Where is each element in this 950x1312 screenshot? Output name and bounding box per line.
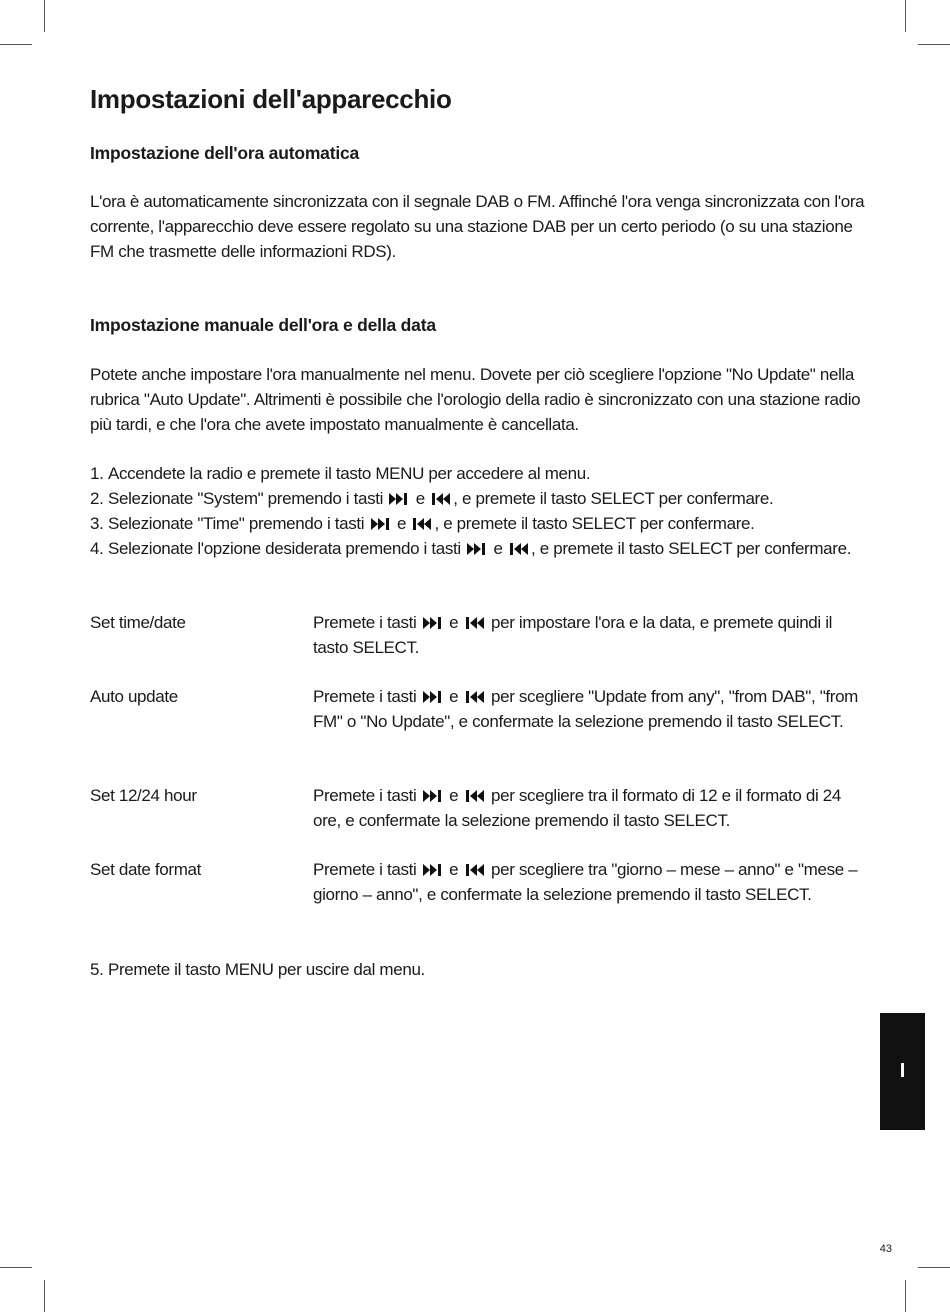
- setting-label-auto-update: Auto update: [90, 687, 178, 706]
- setting-label-set-date-format: Set date format: [90, 860, 201, 879]
- setting-label-set-12-24-hour: Set 12/24 hour: [90, 786, 197, 805]
- setting-text: Premete i tasti: [313, 860, 417, 879]
- auto-time-heading: Impostazione dell'ora automatica: [90, 143, 360, 163]
- step-number: 1.: [90, 464, 104, 483]
- skip-next-icon: [423, 616, 443, 630]
- setting-description: [313, 610, 863, 660]
- step-number: 3.: [90, 514, 104, 533]
- setting-text: per scegliere tra "giorno – mese – anno" e "mese – giorno – anno", e confermate la selezione premendo il tasto SELECT.: [313, 860, 858, 904]
- step-text: Accendete la radio e premete il tasto MENU per accedere al menu.: [108, 464, 591, 483]
- language-tab: [880, 1013, 925, 1130]
- setting-text: Premete i tasti: [313, 786, 417, 805]
- setting-text: Premete i tasti: [313, 613, 417, 632]
- step-and: e: [493, 539, 503, 558]
- step-5: [90, 957, 870, 982]
- skip-next-icon: [467, 542, 487, 556]
- step-1: [90, 461, 870, 486]
- setting-description: [313, 684, 863, 734]
- step-number: 4.: [90, 539, 104, 558]
- skip-previous-icon: [431, 492, 451, 506]
- step-text: , e premete il tasto SELECT per confermare.: [434, 514, 755, 533]
- setting-and: e: [449, 687, 459, 706]
- skip-previous-icon: [465, 863, 485, 877]
- skip-previous-icon: [465, 690, 485, 704]
- language-tab-label: I: [899, 1060, 906, 1082]
- step-number: 5.: [90, 960, 104, 979]
- step-number: 2.: [90, 489, 104, 508]
- crop-mark: [905, 0, 906, 32]
- skip-next-icon: [371, 517, 391, 531]
- crop-mark: [44, 1280, 45, 1312]
- setting-and: e: [449, 786, 459, 805]
- setting-text: Premete i tasti: [313, 687, 417, 706]
- skip-next-icon: [423, 863, 443, 877]
- step-3: [90, 511, 870, 536]
- crop-mark: [44, 0, 45, 32]
- step-text: , e premete il tasto SELECT per confermare.: [531, 539, 852, 558]
- skip-next-icon: [423, 690, 443, 704]
- skip-previous-icon: [412, 517, 432, 531]
- setting-and: e: [449, 860, 459, 879]
- skip-previous-icon: [465, 616, 485, 630]
- setting-text: per impostare l'ora e la data, e premete quindi il tasto SELECT.: [313, 613, 833, 657]
- skip-previous-icon: [509, 542, 529, 556]
- step-and: e: [396, 514, 407, 533]
- crop-mark: [0, 1267, 32, 1268]
- manual-time-heading: Impostazione manuale dell'ora e della data: [90, 315, 436, 335]
- setting-description: [313, 857, 863, 907]
- step-and: e: [415, 489, 425, 508]
- setting-description: [313, 783, 863, 833]
- setting-label-set-time-date: Set time/date: [90, 613, 186, 632]
- step-text: Selezionate "System" premendo i tasti: [108, 489, 384, 508]
- crop-mark: [0, 44, 32, 45]
- step-4: [90, 536, 870, 561]
- crop-mark: [918, 1267, 950, 1268]
- skip-previous-icon: [465, 789, 485, 803]
- page-title: Impostazioni dell'apparecchio: [90, 84, 452, 114]
- step-text: Selezionate l'opzione desiderata premendo i tasti: [108, 539, 461, 558]
- step-text: Selezionate "Time" premendo i tasti: [108, 514, 365, 533]
- setting-text: per scegliere "Update from any", "from DAB", "from FM" o "No Update", e confermate la selezione premendo il tasto SELECT.: [313, 687, 858, 731]
- step-2: [90, 486, 870, 511]
- manual-time-paragraph: Potete anche impostare l'ora manualmente nel menu. Dovete per ciò scegliere l'opzione "No Update" nella rubrica "Auto Update". Altrimenti è possibile che l'orologio della radio è sincronizzato con una stazione radio più tardi, e che l'ora che avete impostato manualmente è cancellata.: [90, 365, 861, 434]
- page-number: 43: [879, 1243, 892, 1255]
- setting-and: e: [449, 613, 459, 632]
- step-text: Premete il tasto MENU per uscire dal menu.: [108, 960, 425, 979]
- setting-text: per scegliere tra il formato di 12 e il formato di 24 ore, e confermate la selezione premendo il tasto SELECT.: [313, 786, 841, 830]
- skip-next-icon: [423, 789, 443, 803]
- step-text: , e premete il tasto SELECT per confermare.: [453, 489, 774, 508]
- auto-time-paragraph: L'ora è automaticamente sincronizzata con il segnale DAB o FM. Affinché l'ora venga sincronizzata con l'ora corrente, l'apparecchio deve essere regolato su una stazione DAB per un certo periodo (o su una stazione FM che trasmette delle informazioni RDS).: [90, 192, 865, 261]
- crop-mark: [905, 1280, 906, 1312]
- skip-next-icon: [389, 492, 409, 506]
- crop-mark: [918, 44, 950, 45]
